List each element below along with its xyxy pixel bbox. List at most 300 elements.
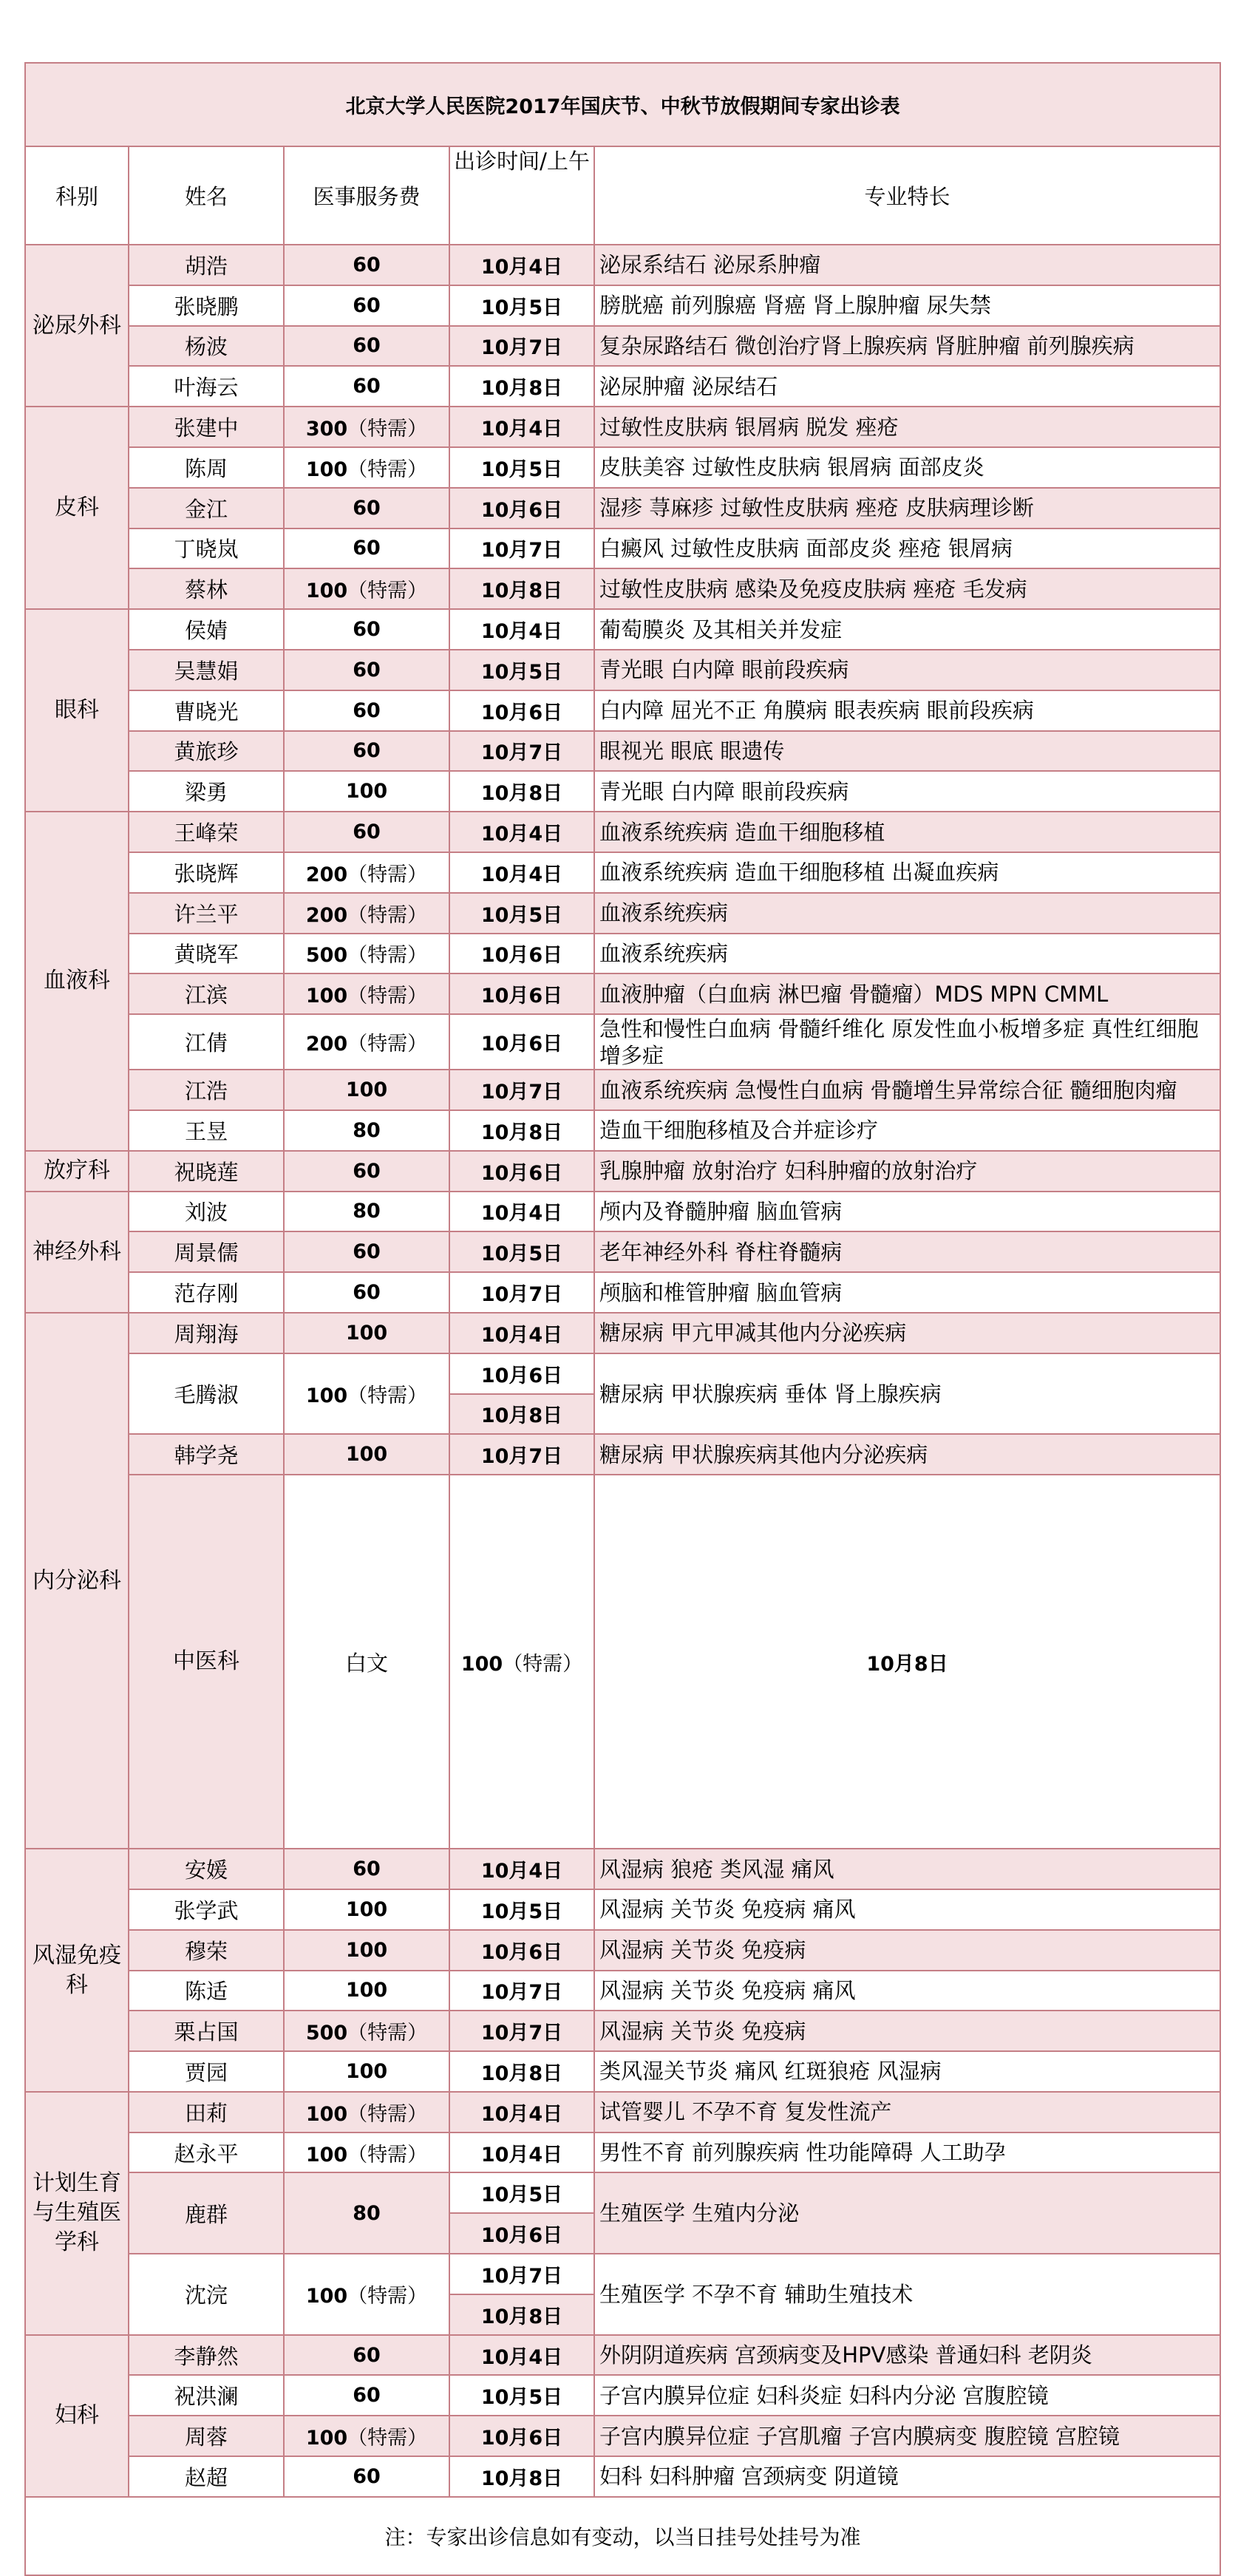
specialty-cell: 乳腺肿瘤 放射治疗 妇科肿瘤的放射治疗: [594, 1151, 1220, 1192]
doctor-name: 周翔海: [129, 1313, 284, 1353]
fee-value: 300: [305, 418, 348, 441]
table-row: [25, 973, 1220, 1014]
fee-cell: [284, 1849, 449, 1889]
table-row: [25, 2254, 1220, 2294]
clinic-time: 10月8日: [449, 1110, 594, 1151]
table-row: [25, 1353, 1220, 1394]
fee-cell: [284, 771, 449, 812]
specialty-cell: 风湿病 狼疮 类风湿 痛风: [594, 1849, 1220, 1889]
fee-cell: [284, 488, 449, 529]
dept-cell: 皮科: [25, 407, 129, 609]
clinic-time: 10月7日: [449, 1070, 594, 1110]
clinic-time: 10月5日: [449, 2172, 594, 2213]
specialty-cell: 糖尿病 甲状腺疾病 垂体 肾上腺疾病: [594, 1353, 1220, 1435]
doctor-name: 田莉: [129, 2092, 284, 2132]
fee-cell: [284, 690, 449, 731]
fee-note: （特需）: [347, 2285, 428, 2308]
fee-value: 100: [305, 1384, 348, 1408]
fee-cell: [284, 1070, 449, 1110]
table-row: [25, 1231, 1220, 1272]
specialty-cell: 膀胱癌 前列腺癌 肾癌 肾上腺肿瘤 尿失禁: [594, 285, 1220, 326]
fee-value: 200: [305, 903, 348, 927]
fee-value: 60: [353, 820, 381, 844]
doctor-name: 江浩: [129, 1070, 284, 1110]
fee-cell: [284, 1971, 449, 2011]
fee-value: 100: [305, 985, 348, 1008]
specialty-cell: 子宫内膜异位症 子宫肌瘤 子宫内膜病变 腹腔镜 宫腔镜: [594, 2416, 1220, 2456]
fee-note: （特需）: [347, 418, 428, 441]
fee-value: 60: [353, 1858, 381, 1880]
fee-value: 60: [353, 537, 381, 560]
doctor-name: 沈浣: [129, 2254, 284, 2335]
fee-cell: [284, 650, 449, 690]
clinic-time: 10月4日: [449, 2335, 594, 2376]
clinic-time: 10月7日: [449, 1971, 594, 2011]
table-row: [25, 1475, 1220, 1849]
specialty-cell: 血液系统疾病 造血干细胞移植: [594, 812, 1220, 852]
fee-value: 100: [305, 458, 348, 481]
specialty-cell: 急性和慢性白血病 骨髓纤维化 原发性血小板增多症 真性红细胞增多症: [594, 1014, 1220, 1070]
specialty-cell: 湿疹 荨麻疹 过敏性皮肤病 痤疮 皮肤病理诊断: [594, 488, 1220, 529]
clinic-time: 10月4日: [449, 1849, 594, 1889]
specialty-cell: 白内障 屈光不正 角膜病 眼表疾病 眼前段疾病: [594, 690, 1220, 731]
fee-note: （特需）: [347, 985, 428, 1008]
table-row: [25, 488, 1220, 529]
table-row: [25, 934, 1220, 974]
table-row: [25, 2172, 1220, 2213]
doctor-name: 梁勇: [129, 771, 284, 812]
fee-cell: [284, 1014, 449, 1070]
fee-value: 60: [353, 2343, 381, 2367]
doctor-name: 江滨: [129, 973, 284, 1014]
fee-cell: [284, 1192, 449, 1232]
table-row: [25, 2011, 1220, 2051]
table-row: [25, 285, 1220, 326]
specialty-cell: 青光眼 白内障 眼前段疾病: [594, 650, 1220, 690]
doctor-name: 周景儒: [129, 1231, 284, 1272]
fee-note: （特需）: [347, 2102, 428, 2126]
fee-note: （特需）: [347, 458, 428, 481]
clinic-time: 10月6日: [449, 1014, 594, 1070]
fee-cell: [284, 2172, 449, 2254]
doctor-name: 曹晓光: [129, 690, 284, 731]
table-row: [25, 771, 1220, 812]
table-row: [25, 568, 1220, 609]
footer-note: 注：专家出诊信息如有变动，以当日挂号处挂号为准: [25, 2497, 1220, 2575]
clinic-time: 10月8日: [449, 771, 594, 812]
doctor-name: 吴慧娟: [129, 650, 284, 690]
fee-value: 100: [345, 1897, 388, 1921]
clinic-time: 10月4日: [449, 245, 594, 285]
doctor-name: 王峰荣: [129, 812, 284, 852]
table-row: [25, 407, 1220, 447]
doctor-name: 韩学尧: [129, 1434, 284, 1475]
clinic-time: 10月4日: [449, 407, 594, 447]
clinic-time: 10月5日: [449, 1889, 594, 1930]
fee-cell: [284, 1231, 449, 1272]
doctor-name: 侯婧: [129, 609, 284, 650]
table-row: [25, 812, 1220, 852]
clinic-time: 10月8日: [449, 1394, 594, 1435]
specialty-cell: 子宫内膜异位症 妇科炎症 妇科内分泌 宫腹腔镜: [594, 2375, 1220, 2416]
doctor-name: 张晓鹏: [129, 285, 284, 326]
fee-cell: [284, 2254, 449, 2335]
fee-value: 60: [353, 293, 381, 317]
fee-value: 60: [353, 699, 381, 722]
page-title: 北京大学人民医院2017年国庆节、中秋节放假期间专家出诊表: [25, 63, 1220, 146]
fee-value: 100: [305, 2427, 348, 2450]
specialty-cell: 血液肿瘤（白血病 淋巴瘤 骨髓瘤）MDS MPN CMML: [594, 973, 1220, 1014]
clinic-time: 10月6日: [449, 1930, 594, 1971]
clinic-time: 10月8日: [449, 2294, 594, 2335]
doctor-name: 金江: [129, 488, 284, 529]
fee-cell: [284, 1151, 449, 1192]
fee-value: 60: [353, 1240, 381, 1264]
clinic-time: 10月5日: [449, 285, 594, 326]
doctor-name: 李静然: [129, 2335, 284, 2376]
fee-cell: [284, 1313, 449, 1353]
dept-cell: 眼科: [25, 609, 129, 812]
doctor-name: 安媛: [129, 1849, 284, 1889]
doctor-name: 胡浩: [129, 245, 284, 285]
clinic-time: 10月4日: [449, 812, 594, 852]
doctor-name: 张学武: [129, 1889, 284, 1930]
fee-note: （特需）: [503, 1652, 583, 1676]
fee-cell: [284, 1110, 449, 1151]
doctor-name: 穆荣: [129, 1930, 284, 1971]
dept-cell: 神经外科: [25, 1192, 129, 1313]
fee-cell: [284, 2092, 449, 2132]
clinic-time: 10月6日: [449, 973, 594, 1014]
specialty-cell: 老年神经外科 脊柱脊髓病: [594, 1231, 1220, 1272]
clinic-time: 10月5日: [449, 1231, 594, 1272]
fee-value: 60: [353, 739, 381, 763]
fee-value: 500: [305, 2022, 348, 2045]
fee-cell: [284, 407, 449, 447]
fee-value: 200: [305, 863, 348, 886]
clinic-time: 10月6日: [449, 488, 594, 529]
fee-cell: [284, 852, 449, 893]
header-row: [25, 146, 1220, 245]
fee-value: 100: [345, 2059, 388, 2083]
clinic-time: 10月6日: [449, 1151, 594, 1192]
doctor-name: 张建中: [129, 407, 284, 447]
specialty-cell: 糖尿病 甲状腺疾病其他内分泌疾病: [594, 1434, 1220, 1475]
doctor-name: 范存刚: [129, 1272, 284, 1313]
fee-value: 100: [305, 2285, 348, 2308]
fee-value: 60: [353, 496, 381, 520]
dept-cell: 计划生育与生殖医学科: [25, 2092, 129, 2335]
fee-value: 500: [305, 944, 348, 968]
clinic-time: 10月8日: [594, 1475, 1220, 1849]
fee-value: 100: [345, 1078, 388, 1102]
specialty-cell: 过敏性皮肤病 银屑病 脱发 痤疮: [594, 407, 1220, 447]
table-row: [25, 1192, 1220, 1232]
fee-value: 60: [353, 618, 381, 642]
table-row: [25, 2132, 1220, 2173]
specialty-cell: 过敏性皮肤病 感染及免疫皮肤病 痤疮 毛发病: [594, 568, 1220, 609]
fee-cell: [284, 568, 449, 609]
clinic-time: 10月7日: [449, 1272, 594, 1313]
fee-value: 200: [305, 1033, 348, 1056]
fee-cell: [284, 2335, 449, 2376]
doctor-name: 陈周: [129, 447, 284, 488]
dept-cell: 风湿免疫科: [25, 1849, 129, 2092]
header-fee: 医事服务费: [284, 146, 449, 245]
doctor-name: 栗占国: [129, 2011, 284, 2051]
table-row: [25, 2335, 1220, 2376]
fee-cell: [284, 934, 449, 974]
clinic-time: 10月7日: [449, 326, 594, 367]
specialty-cell: 皮肤美容 过敏性皮肤病 银屑病 面部皮炎: [594, 447, 1220, 488]
fee-value: 100: [460, 1652, 503, 1676]
clinic-time: 10月7日: [449, 2254, 594, 2294]
specialty-cell: 试管婴儿 不孕不育 复发性流产: [594, 2092, 1220, 2132]
table-row: [25, 245, 1220, 285]
fee-cell: [284, 2132, 449, 2173]
fee-value: 60: [353, 375, 381, 398]
specialty-cell: 风湿病 关节炎 免疫病 痛风: [594, 1889, 1220, 1930]
schedule-table: [24, 62, 1221, 2576]
table-row: [25, 1849, 1220, 1889]
table-row: [25, 2416, 1220, 2456]
clinic-time: 10月6日: [449, 1353, 594, 1394]
title-row: [25, 63, 1220, 146]
specialty-cell: 颅脑和椎管肿瘤 脑血管病: [594, 1272, 1220, 1313]
doctor-name: 江倩: [129, 1014, 284, 1070]
fee-cell: [284, 731, 449, 772]
table-row: [25, 1014, 1220, 1070]
fee-value: 100: [345, 1979, 388, 2002]
doctor-name: 黄旅珍: [129, 731, 284, 772]
fee-value: 80: [353, 1118, 381, 1142]
doctor-name: 毛腾淑: [129, 1353, 284, 1435]
fee-cell: [284, 326, 449, 367]
fee-value: 60: [353, 1281, 381, 1305]
specialty-cell: 葡萄膜炎 及其相关并发症: [594, 609, 1220, 650]
table-row: [25, 1313, 1220, 1353]
specialty-cell: 妇科 妇科肿瘤 宫颈病变 阴道镜: [594, 2456, 1220, 2497]
doctor-name: 鹿群: [129, 2172, 284, 2254]
doctor-name: 杨波: [129, 326, 284, 367]
fee-cell: [284, 812, 449, 852]
table-row: [25, 366, 1220, 407]
fee-cell: [284, 447, 449, 488]
dept-cell: 中医科: [129, 1475, 284, 1849]
table-row: [25, 1151, 1220, 1192]
fee-cell: [284, 973, 449, 1014]
clinic-time: 10月5日: [449, 650, 594, 690]
table-row: [25, 731, 1220, 772]
specialty-cell: 造血干细胞移植及合并症诊疗: [594, 1110, 1220, 1151]
specialty-cell: 血液系统疾病 造血干细胞移植 出凝血疾病: [594, 852, 1220, 893]
specialty-cell: 血液系统疾病: [594, 893, 1220, 934]
fee-value: 100: [305, 2102, 348, 2126]
fee-cell: [284, 2011, 449, 2051]
doctor-name: 叶海云: [129, 366, 284, 407]
specialty-cell: 男性不育 前列腺疾病 性功能障碍 人工助孕: [594, 2132, 1220, 2173]
table-row: [25, 650, 1220, 690]
clinic-time: 10月6日: [449, 2416, 594, 2456]
fee-cell: [284, 2051, 449, 2092]
clinic-time: 10月7日: [449, 1434, 594, 1475]
specialty-cell: 风湿病 关节炎 免疫病: [594, 2011, 1220, 2051]
fee-cell: [284, 1930, 449, 1971]
doctor-name: 张晓辉: [129, 852, 284, 893]
specialty-cell: 白癜风 过敏性皮肤病 面部皮炎 痤疮 银屑病: [594, 529, 1220, 569]
dept-cell: 血液科: [25, 812, 129, 1151]
specialty-cell: 类风湿关节炎 痛风 红斑狼疮 风湿病: [594, 2051, 1220, 2092]
fee-cell: [284, 529, 449, 569]
table-row: [25, 2375, 1220, 2416]
clinic-time: 10月8日: [449, 2051, 594, 2092]
table-row: [25, 2456, 1220, 2497]
specialty-cell: 生殖医学 不孕不育 辅助生殖技术: [594, 2254, 1220, 2335]
table-row: [25, 1971, 1220, 2011]
table-row: [25, 326, 1220, 367]
note-row: [25, 2497, 1220, 2575]
clinic-time: 10月8日: [449, 2456, 594, 2497]
clinic-time: 10月7日: [449, 731, 594, 772]
header-time: 出诊时间/上午: [449, 146, 594, 245]
clinic-time: 10月8日: [449, 568, 594, 609]
table-row: [25, 1930, 1220, 1971]
specialty-cell: 糖尿病 甲亢甲减其他内分泌疾病: [594, 1313, 1220, 1353]
fee-cell: [284, 2456, 449, 2497]
clinic-time: 10月4日: [449, 2132, 594, 2173]
fee-cell: [284, 1434, 449, 1475]
doctor-name: 刘波: [129, 1192, 284, 1232]
fee-cell: [284, 609, 449, 650]
header-spec: 专业特长: [594, 146, 1220, 245]
fee-note: （特需）: [347, 1033, 428, 1056]
doctor-name: 蔡林: [129, 568, 284, 609]
doctor-name: 黄晓军: [129, 934, 284, 974]
clinic-time: 10月5日: [449, 893, 594, 934]
fee-value: 100: [345, 1938, 388, 1962]
doctor-name: 丁晓岚: [129, 529, 284, 569]
header-name: 姓名: [129, 146, 284, 245]
fee-value: 100: [345, 780, 388, 803]
fee-value: 60: [353, 1159, 381, 1183]
fee-value: 100: [345, 1443, 388, 1467]
fee-note: （特需）: [347, 944, 428, 968]
clinic-time: 10月4日: [449, 1192, 594, 1232]
specialty-cell: 颅内及脊髓肿瘤 脑血管病: [594, 1192, 1220, 1232]
specialty-cell: 风湿病 关节炎 免疫病: [594, 1930, 1220, 1971]
specialty-cell: 生殖医学 生殖内分泌: [594, 2172, 1220, 2254]
table-row: [25, 2051, 1220, 2092]
fee-cell: [284, 1353, 449, 1435]
table-row: [25, 447, 1220, 488]
fee-value: 80: [353, 1200, 381, 1223]
clinic-time: 10月8日: [449, 366, 594, 407]
fee-cell: [284, 893, 449, 934]
fee-value: 60: [353, 658, 381, 682]
clinic-time: 10月4日: [449, 609, 594, 650]
table-row: [25, 1889, 1220, 1930]
fee-cell: [284, 2375, 449, 2416]
specialty-cell: 复杂尿路结石 微创治疗肾上腺疾病 肾脏肿瘤 前列腺疾病: [594, 326, 1220, 367]
table-row: [25, 1272, 1220, 1313]
doctor-name: 祝洪澜: [129, 2375, 284, 2416]
specialty-cell: 血液系统疾病: [594, 934, 1220, 974]
fee-cell: [284, 285, 449, 326]
doctor-name: 祝晓莲: [129, 1151, 284, 1192]
fee-note: （特需）: [347, 2022, 428, 2045]
clinic-time: 10月6日: [449, 934, 594, 974]
clinic-time: 10月5日: [449, 2375, 594, 2416]
doctor-name: 许兰平: [129, 893, 284, 934]
fee-note: （特需）: [347, 580, 428, 603]
specialty-cell: 风湿病 关节炎 免疫病 痛风: [594, 1971, 1220, 2011]
dept-cell: 内分泌科: [25, 1313, 129, 1849]
specialty-cell: 眼视光 眼底 眼遗传: [594, 731, 1220, 772]
clinic-time: 10月4日: [449, 852, 594, 893]
specialty-cell: 血液系统疾病 急慢性白血病 骨髓增生异常综合征 髓细胞肉瘤: [594, 1070, 1220, 1110]
fee-note: （特需）: [347, 1384, 428, 1408]
dept-cell: 放疗科: [25, 1151, 129, 1192]
specialty-cell: 外阴阴道疾病 宫颈病变及HPV感染 普通妇科 老阴炎: [594, 2335, 1220, 2376]
doctor-name: 赵永平: [129, 2132, 284, 2173]
clinic-time: 10月6日: [449, 690, 594, 731]
specialty-cell: 泌尿系结石 泌尿系肿瘤: [594, 245, 1220, 285]
fee-note: （特需）: [347, 863, 428, 886]
fee-value: 80: [353, 2201, 381, 2225]
table-row: [25, 893, 1220, 934]
fee-cell: [449, 1475, 594, 1849]
table-row: [25, 1070, 1220, 1110]
fee-value: 100: [305, 580, 348, 603]
fee-value: 60: [353, 2384, 381, 2407]
table-row: [25, 852, 1220, 893]
specialty-cell: 泌尿肿瘤 泌尿结石: [594, 366, 1220, 407]
table-row: [25, 1110, 1220, 1151]
dept-cell: 妇科: [25, 2335, 129, 2497]
fee-note: （特需）: [347, 903, 428, 927]
doctor-name: 赵超: [129, 2456, 284, 2497]
doctor-name: 白文: [284, 1475, 449, 1849]
table-row: [25, 529, 1220, 569]
fee-value: 60: [353, 334, 381, 358]
fee-cell: [284, 1272, 449, 1313]
fee-note: （特需）: [347, 2427, 428, 2450]
table-row: [25, 690, 1220, 731]
fee-value: 100: [345, 1321, 388, 1345]
fee-cell: [284, 366, 449, 407]
fee-cell: [284, 1889, 449, 1930]
header-dept: 科别: [25, 146, 129, 245]
doctor-name: 周蓉: [129, 2416, 284, 2456]
table-row: [25, 1434, 1220, 1475]
doctor-name: 贾园: [129, 2051, 284, 2092]
clinic-time: 10月7日: [449, 2011, 594, 2051]
fee-value: 100: [305, 2143, 348, 2167]
doctor-name: 陈适: [129, 1971, 284, 2011]
dept-cell: 泌尿外科: [25, 245, 129, 407]
fee-note: （特需）: [347, 2143, 428, 2167]
table-row: [25, 2092, 1220, 2132]
fee-cell: [284, 245, 449, 285]
clinic-time: 10月7日: [449, 529, 594, 569]
clinic-time: 10月5日: [449, 447, 594, 488]
specialty-cell: 青光眼 白内障 眼前段疾病: [594, 771, 1220, 812]
fee-cell: [284, 2416, 449, 2456]
table-row: [25, 609, 1220, 650]
clinic-time: 10月6日: [449, 2213, 594, 2254]
clinic-time: 10月4日: [449, 1313, 594, 1353]
fee-value: 60: [353, 2464, 381, 2488]
